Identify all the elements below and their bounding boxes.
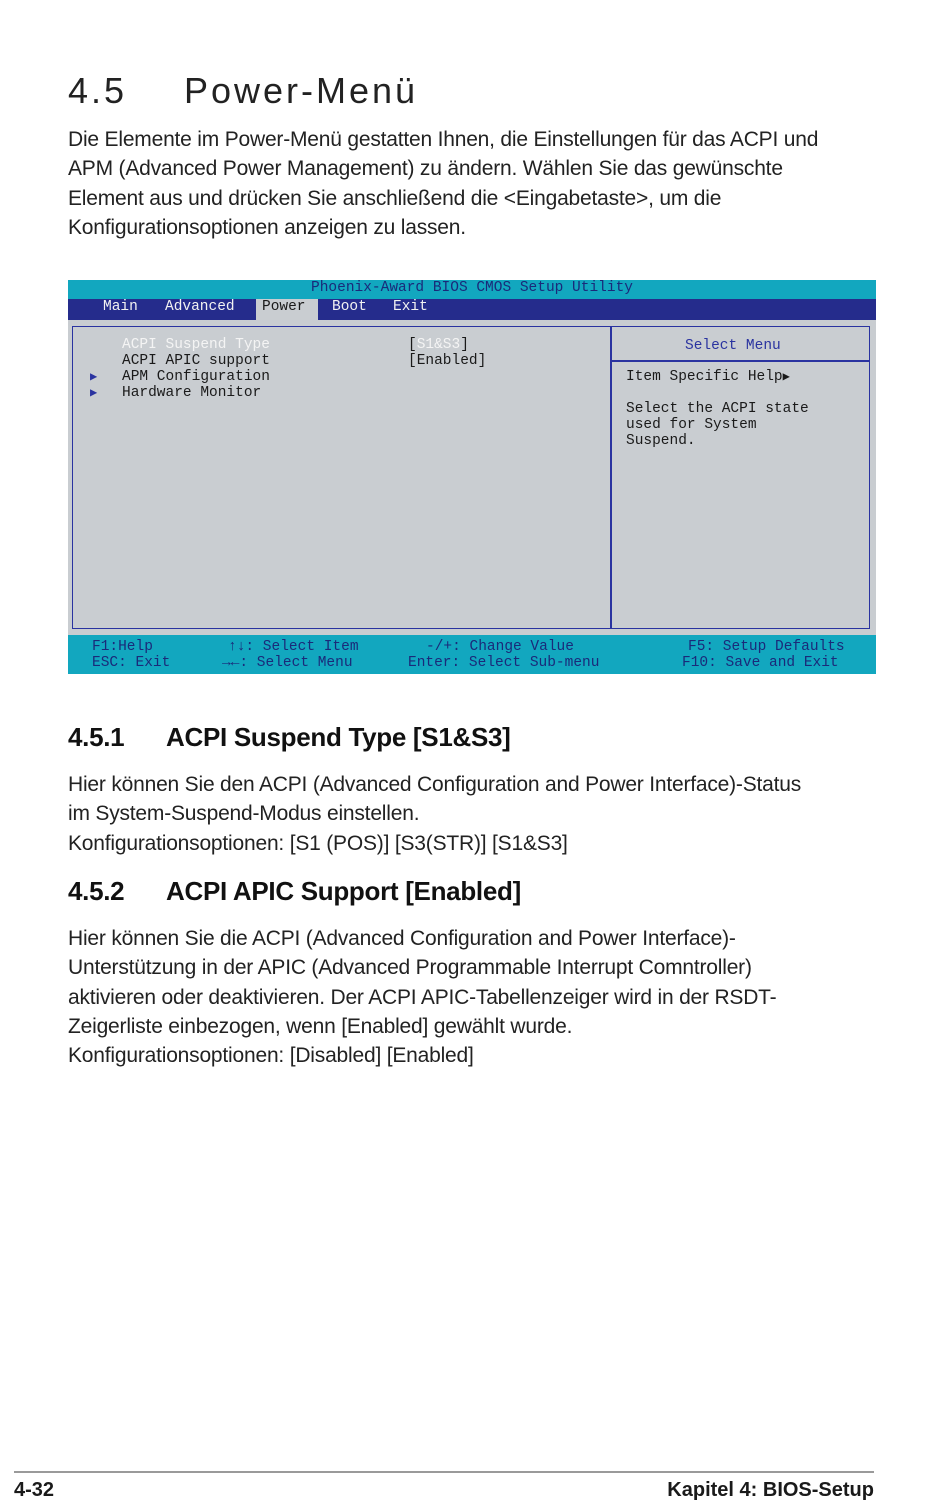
key-save-exit: F10: Save and Exit bbox=[682, 655, 839, 671]
paragraph-line: im System-Suspend-Modus einstellen. bbox=[68, 802, 420, 826]
tab-power[interactable]: Power bbox=[256, 299, 318, 320]
subsection-title: ACPI APIC Support [Enabled] bbox=[166, 876, 521, 906]
section-title: Power-Menü bbox=[184, 70, 419, 111]
paragraph-line: Unterstützung in der APIC (Advanced Programmable Interrupt Comntroller) bbox=[68, 956, 752, 980]
help-divider bbox=[610, 360, 870, 362]
bios-footer bbox=[68, 635, 876, 674]
submenu-arrow-icon: ▶ bbox=[90, 370, 98, 384]
help-subtitle-text: Item Specific Help bbox=[626, 369, 783, 385]
left-right-arrows-icon: →← bbox=[222, 655, 240, 671]
help-subtitle bbox=[626, 369, 790, 385]
footer-rule bbox=[14, 1471, 874, 1473]
value-acpi-apic-support[interactable]: [Enabled] bbox=[408, 353, 487, 369]
key-exit: ESC: Exit bbox=[92, 655, 171, 671]
bios-screenshot bbox=[68, 280, 876, 674]
paragraph-line: Konfigurationsoptionen: [S1 (POS)] [S3(STR)] [S1&S3] bbox=[68, 831, 568, 855]
help-arrow-icon: ▶ bbox=[782, 370, 790, 384]
intro-line: Element aus und drücken Sie anschließend die <Eingabetaste>, um die bbox=[68, 186, 722, 210]
item-acpi-suspend-type[interactable]: ACPI Suspend Type bbox=[122, 337, 270, 353]
subsection-title: ACPI Suspend Type [S1&S3] bbox=[166, 722, 511, 752]
page-title bbox=[68, 70, 418, 112]
intro-line: APM (Advanced Power Management) zu ändern. Wählen Sie das gewünschte bbox=[68, 157, 783, 181]
key-select-submenu: Enter: Select Sub-menu bbox=[408, 655, 600, 671]
item-acpi-apic-support[interactable]: ACPI APIC support bbox=[122, 353, 270, 369]
subsection-number: 4.5.2 bbox=[68, 876, 125, 906]
chapter-title: Kapitel 4: BIOS-Setup bbox=[667, 1479, 874, 1501]
paragraph-line: Hier können Sie den ACPI (Advanced Configuration and Power Interface)-Status bbox=[68, 773, 802, 796]
key-change-value: -/+: Change Value bbox=[426, 639, 574, 655]
bios-title-bar: Phoenix-Award BIOS CMOS Setup Utility bbox=[68, 280, 876, 299]
intro-paragraph bbox=[68, 125, 818, 242]
intro-line: Konfigurationsoptionen anzeigen zu lassen. bbox=[68, 215, 466, 239]
paragraph-line: aktivieren oder deaktivieren. Der ACPI APIC-Tabellenzeiger wird in der RSDT- bbox=[68, 985, 777, 1009]
key-help: F1:Help bbox=[92, 639, 153, 655]
intro-line: Die Elemente im Power-Menü gestatten Ihnen, die Einstellungen für das ACPI und bbox=[68, 128, 819, 151]
tab-advanced[interactable]: Advanced bbox=[165, 299, 235, 315]
value-acpi-suspend-type[interactable]: [S1&S3] bbox=[408, 337, 469, 353]
bios-tab-bar bbox=[68, 299, 876, 320]
help-title: Select Menu bbox=[685, 338, 781, 354]
submenu-arrow-icon: ▶ bbox=[90, 386, 98, 400]
up-down-arrows-icon: ↑↓ bbox=[228, 639, 246, 655]
subsection-heading bbox=[68, 876, 521, 907]
subsection-paragraph bbox=[68, 924, 776, 1070]
select-menu-text: : Select Menu bbox=[239, 655, 353, 671]
page-number: 4-32 bbox=[14, 1479, 55, 1501]
help-text-line: used for System bbox=[626, 417, 757, 433]
help-text-line: Select the ACPI state bbox=[626, 401, 809, 417]
subsection-paragraph bbox=[68, 770, 801, 858]
selected-value: S1&S3 bbox=[416, 337, 461, 353]
paragraph-line: Konfigurationsoptionen: [Disabled] [Enabled] bbox=[68, 1044, 474, 1068]
item-hardware-monitor[interactable]: Hardware Monitor bbox=[122, 385, 262, 401]
help-text-line: Suspend. bbox=[626, 433, 696, 449]
paragraph-line: Zeigerliste einbezogen, wenn [Enabled] gewählt wurde. bbox=[68, 1014, 573, 1038]
tab-main[interactable]: Main bbox=[103, 299, 138, 315]
key-select-item bbox=[228, 639, 359, 655]
select-item-text: : Select Item bbox=[245, 639, 359, 655]
tab-exit[interactable]: Exit bbox=[393, 299, 428, 315]
key-setup-defaults: F5: Setup Defaults bbox=[688, 639, 845, 655]
key-select-menu bbox=[222, 655, 353, 671]
subsection-number: 4.5.1 bbox=[68, 722, 125, 752]
tab-boot[interactable]: Boot bbox=[332, 299, 367, 315]
section-number: 4.5 bbox=[68, 70, 128, 111]
item-apm-configuration[interactable]: APM Configuration bbox=[122, 369, 270, 385]
panel-divider bbox=[610, 326, 612, 629]
subsection-heading bbox=[68, 722, 511, 753]
paragraph-line: Hier können Sie die ACPI (Advanced Configuration and Power Interface)- bbox=[68, 927, 736, 950]
